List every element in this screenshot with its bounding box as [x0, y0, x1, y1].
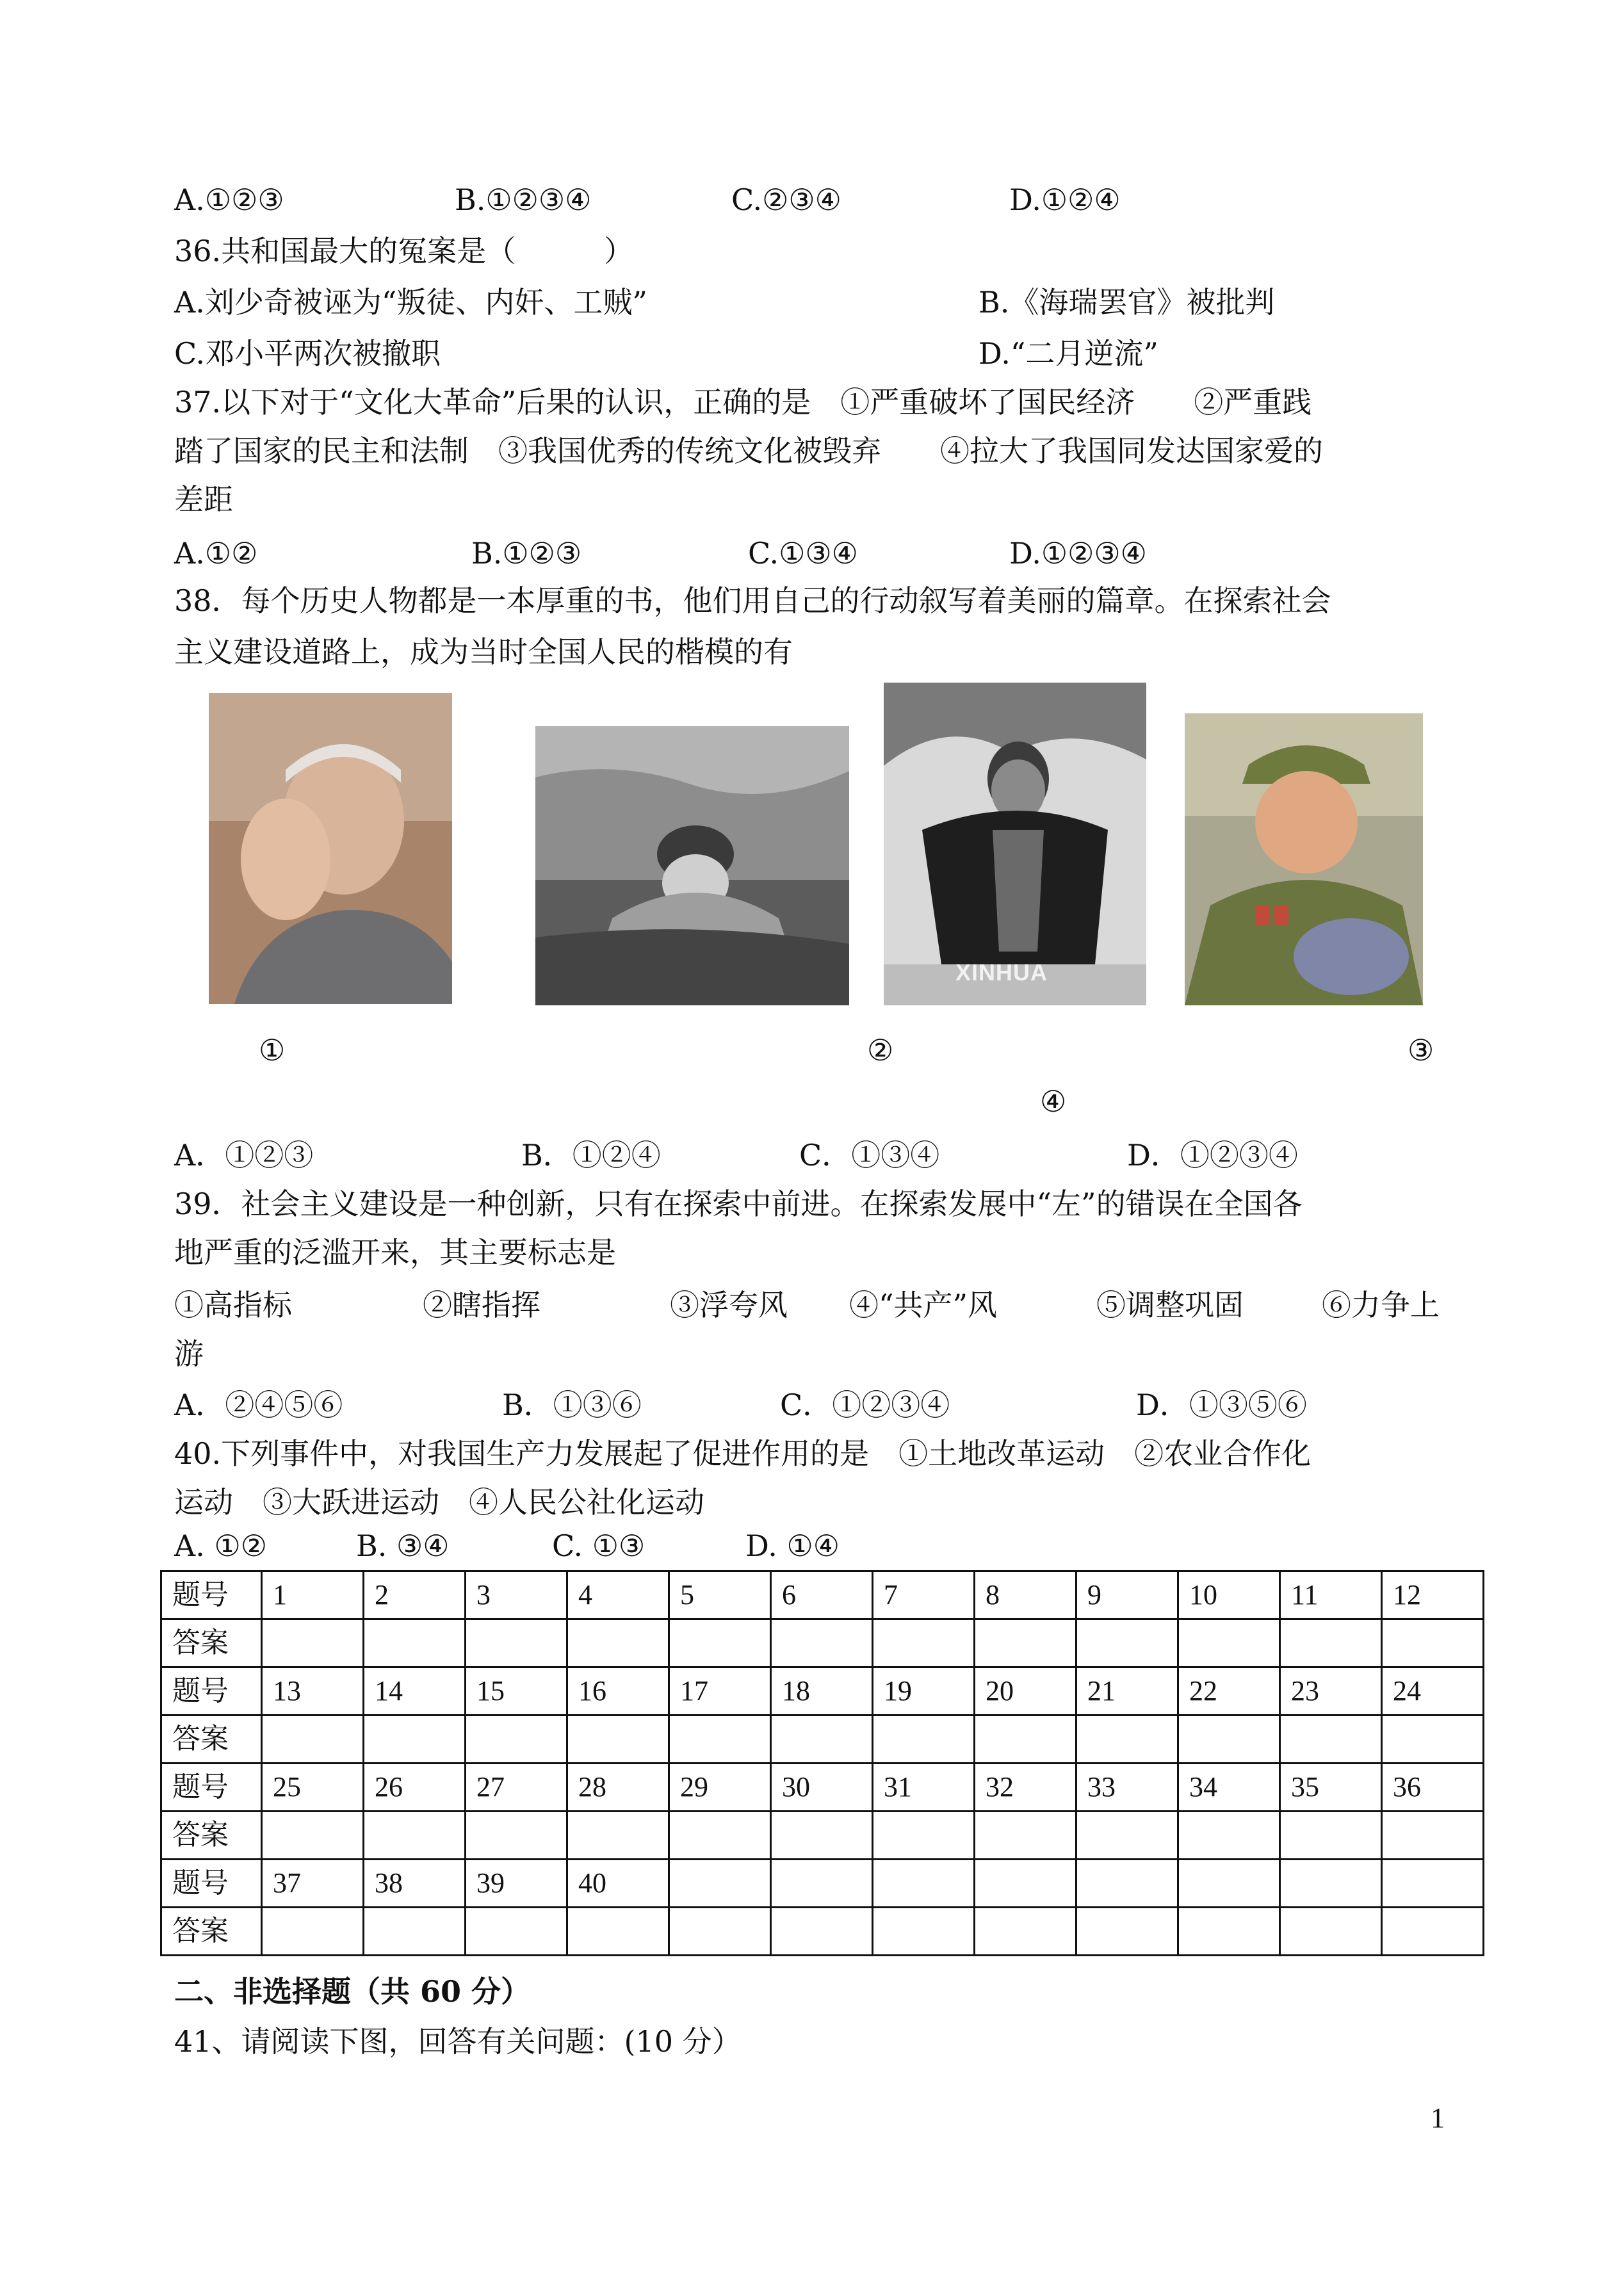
- q39-item-2: ②瞎指挥: [423, 1288, 540, 1322]
- table-row: [161, 1812, 1484, 1860]
- question-number-cell: 38: [364, 1860, 466, 1908]
- answer-header: 答案: [161, 1812, 262, 1860]
- q36-stem: 36.共和国最大的冤案是（ ）: [174, 234, 634, 268]
- answer-cell[interactable]: [1076, 1715, 1178, 1764]
- question-number-cell: 29: [669, 1764, 771, 1812]
- question-number-cell: 32: [975, 1764, 1076, 1812]
- answer-cell[interactable]: [364, 1908, 466, 1956]
- table-row: [161, 1908, 1484, 1956]
- q38-option-b: B．①②④: [521, 1138, 661, 1172]
- q37-option-b: B.①②③: [471, 536, 582, 571]
- photo-smiling-soldier-4: [1185, 713, 1423, 1005]
- answer-cell[interactable]: [1076, 1812, 1178, 1860]
- photo-label-3: ③: [1408, 1033, 1434, 1067]
- answer-cell[interactable]: [1178, 1812, 1280, 1860]
- question-number-cell: 34: [1178, 1764, 1280, 1812]
- question-number-cell: 25: [262, 1764, 364, 1812]
- question-number-cell: 24: [1382, 1667, 1484, 1715]
- question-number-cell: 4: [567, 1571, 669, 1619]
- answer-cell[interactable]: [262, 1908, 364, 1956]
- question-number-cell: [1382, 1860, 1484, 1908]
- q36-option-c: C.邓小平两次被撤职: [174, 336, 441, 371]
- section-2-heading: 二、非选择题（共 60 分）: [174, 1974, 531, 2009]
- question-number-cell: 14: [364, 1667, 466, 1715]
- table-row: [161, 1619, 1484, 1667]
- question-number-cell: 35: [1280, 1764, 1382, 1812]
- question-number-cell: 13: [262, 1667, 364, 1715]
- q39-item-1: ①高指标: [174, 1288, 292, 1322]
- answer-cell[interactable]: [364, 1715, 466, 1764]
- answer-cell[interactable]: [771, 1812, 873, 1860]
- q38-option-d: D．①②③④: [1127, 1138, 1298, 1172]
- answer-cell[interactable]: [567, 1715, 669, 1764]
- question-number-cell: 31: [873, 1764, 975, 1812]
- answer-cell[interactable]: [1382, 1908, 1484, 1956]
- photo-young-man-3: [884, 683, 1146, 1005]
- question-number-header: 题号: [161, 1860, 262, 1908]
- question-number-cell: [1280, 1860, 1382, 1908]
- q35-option-d: D.①②④: [1009, 182, 1121, 217]
- answer-cell[interactable]: [1076, 1908, 1178, 1956]
- answer-cell[interactable]: [771, 1908, 873, 1956]
- q36-option-a: A.刘少奇被诬为“叛徒、内奸、工贼”: [174, 285, 647, 320]
- answer-cell[interactable]: [1076, 1619, 1178, 1667]
- q39-line-2: 地严重的泛滥开来，其主要标志是: [174, 1235, 616, 1270]
- question-number-cell: 6: [771, 1571, 873, 1619]
- question-number-cell: 10: [1178, 1571, 1280, 1619]
- q39-option-d: D．①③⑤⑥: [1136, 1388, 1307, 1422]
- q39-option-c: C．①②③④: [780, 1388, 950, 1422]
- photo-soldier-in-water-2: [535, 726, 849, 1005]
- xinhua-watermark: XINHUA: [955, 959, 1048, 985]
- answer-cell[interactable]: [1178, 1619, 1280, 1667]
- question-number-cell: 23: [1280, 1667, 1382, 1715]
- q40-option-b: B. ③④: [356, 1529, 450, 1563]
- question-number-cell: 36: [1382, 1764, 1484, 1812]
- question-number-cell: 7: [873, 1571, 975, 1619]
- question-number-cell: 1: [262, 1571, 364, 1619]
- table-row: [161, 1667, 1484, 1715]
- q36-option-b: B.《海瑞罢官》被批判: [978, 285, 1275, 320]
- q38-option-c: C．①③④: [799, 1138, 940, 1172]
- q37-option-a: A.①②: [174, 536, 258, 571]
- answer-cell[interactable]: [771, 1619, 873, 1667]
- answer-cell[interactable]: [1382, 1715, 1484, 1764]
- table-row: [161, 1860, 1484, 1908]
- q39-item-3: ③浮夸风: [670, 1288, 788, 1322]
- question-number-cell: 22: [1178, 1667, 1280, 1715]
- answer-cell[interactable]: [262, 1619, 364, 1667]
- q35-option-a: A.①②③: [174, 182, 284, 217]
- q39-item-4: ④“共产”风: [849, 1288, 998, 1322]
- question-number-cell: 17: [669, 1667, 771, 1715]
- question-number-cell: 2: [364, 1571, 466, 1619]
- question-number-cell: 26: [364, 1764, 466, 1812]
- answer-cell[interactable]: [1178, 1715, 1280, 1764]
- page-number: 1: [1431, 2102, 1445, 2134]
- question-number-cell: 39: [466, 1860, 567, 1908]
- q40-line-2: 运动 ③大跃进运动 ④人民公社化运动: [174, 1485, 704, 1520]
- question-number-cell: 27: [466, 1764, 567, 1812]
- q40-line-1: 40.下列事件中，对我国生产力发展起了促进作用的是 ①土地改革运动 ②农业合作化: [174, 1436, 1311, 1471]
- answer-cell[interactable]: [1280, 1908, 1382, 1956]
- question-number-cell: 20: [975, 1667, 1076, 1715]
- answer-cell[interactable]: [669, 1908, 771, 1956]
- question-number-cell: 3: [466, 1571, 567, 1619]
- question-number-cell: 19: [873, 1667, 975, 1715]
- q39-line-1: 39．社会主义建设是一种创新，只有在探索中前进。在探索发展中“左”的错误在全国各: [174, 1187, 1303, 1221]
- question-number-cell: 37: [262, 1860, 364, 1908]
- answer-cell[interactable]: [873, 1908, 975, 1956]
- q40-option-c: C. ①③: [552, 1529, 646, 1563]
- question-number-cell: [975, 1860, 1076, 1908]
- answer-cell[interactable]: [975, 1812, 1076, 1860]
- question-number-cell: [1076, 1860, 1178, 1908]
- q36-option-d: D.“二月逆流”: [978, 336, 1158, 371]
- question-number-cell: 12: [1382, 1571, 1484, 1619]
- question-number-cell: 5: [669, 1571, 771, 1619]
- answer-cell[interactable]: [1178, 1908, 1280, 1956]
- q38-line-1: 38．每个历史人物都是一本厚重的书，他们用自己的行动叙写着美丽的篇章。在探索社会: [174, 583, 1331, 618]
- answer-cell[interactable]: [669, 1715, 771, 1764]
- table-row: [161, 1764, 1484, 1812]
- question-number-cell: 33: [1076, 1764, 1178, 1812]
- answer-table: [160, 1570, 1484, 1956]
- question-number-cell: [873, 1860, 975, 1908]
- question-number-cell: 21: [1076, 1667, 1178, 1715]
- q37-line-1: 37.以下对于“文化大革命”后果的认识，正确的是 ①严重破坏了国民经济 ②严重践: [174, 385, 1312, 419]
- q41-stem: 41、请阅读下图，回答有关问题：(10 分）: [174, 2024, 742, 2059]
- answer-cell[interactable]: [975, 1908, 1076, 1956]
- answer-cell[interactable]: [669, 1812, 771, 1860]
- photo-label-4: ④: [1040, 1084, 1067, 1119]
- question-number-cell: 30: [771, 1764, 873, 1812]
- q39-option-b: B．①③⑥: [502, 1388, 642, 1422]
- question-number-cell: 8: [975, 1571, 1076, 1619]
- q37-option-c: C.①③④: [748, 536, 858, 571]
- q37-line-3: 差距: [174, 482, 233, 517]
- question-number-cell: 16: [567, 1667, 669, 1715]
- answer-cell[interactable]: [873, 1619, 975, 1667]
- answer-cell[interactable]: [364, 1619, 466, 1667]
- table-row: [161, 1571, 1484, 1619]
- q39-item-6: ⑥力争上: [1322, 1288, 1440, 1322]
- answer-cell[interactable]: [1280, 1812, 1382, 1860]
- question-number-header: 题号: [161, 1764, 262, 1812]
- q38-line-2: 主义建设道路上，成为当时全国人民的楷模的有: [174, 635, 793, 669]
- q39-option-a: A．②④⑤⑥: [174, 1388, 343, 1422]
- answer-cell[interactable]: [669, 1619, 771, 1667]
- answer-cell[interactable]: [1280, 1715, 1382, 1764]
- question-number-cell: 18: [771, 1667, 873, 1715]
- question-number-cell: 9: [1076, 1571, 1178, 1619]
- answer-cell[interactable]: [262, 1812, 364, 1860]
- answer-cell[interactable]: [975, 1619, 1076, 1667]
- photo-label-2: ②: [867, 1033, 894, 1067]
- table-row: [161, 1715, 1484, 1764]
- answer-cell[interactable]: [466, 1908, 567, 1956]
- answer-cell[interactable]: [1382, 1812, 1484, 1860]
- answer-cell[interactable]: [466, 1715, 567, 1764]
- answer-cell[interactable]: [873, 1812, 975, 1860]
- answer-cell[interactable]: [873, 1715, 975, 1764]
- question-number-cell: [669, 1860, 771, 1908]
- answer-header: 答案: [161, 1908, 262, 1956]
- q35-option-c: C.②③④: [731, 182, 841, 217]
- q37-line-2: 踏了国家的民主和法制 ③我国优秀的传统文化被毁弃 ④拉大了我国同发达国家爱的: [174, 434, 1323, 468]
- q40-option-d: D. ①④: [745, 1529, 840, 1563]
- photo-portrait-1: [209, 693, 452, 1004]
- question-number-cell: 28: [567, 1764, 669, 1812]
- answer-cell[interactable]: [567, 1619, 669, 1667]
- question-number-header: 题号: [161, 1571, 262, 1619]
- answer-cell[interactable]: [975, 1715, 1076, 1764]
- question-number-header: 题号: [161, 1667, 262, 1715]
- q40-option-a: A. ①②: [174, 1529, 267, 1563]
- question-number-cell: [771, 1860, 873, 1908]
- question-number-cell: [1178, 1860, 1280, 1908]
- photo-label-1: ①: [259, 1033, 286, 1067]
- q38-option-a: A．①②③: [174, 1138, 314, 1172]
- answer-cell[interactable]: [466, 1619, 567, 1667]
- answer-cell[interactable]: [262, 1715, 364, 1764]
- answer-cell[interactable]: [466, 1812, 567, 1860]
- q39-wrap: 游: [174, 1336, 204, 1371]
- q37-option-d: D.①②③④: [1009, 536, 1147, 571]
- q35-option-b: B.①②③④: [455, 182, 592, 217]
- answer-cell[interactable]: [364, 1812, 466, 1860]
- answer-header: 答案: [161, 1715, 262, 1764]
- answer-cell[interactable]: [567, 1908, 669, 1956]
- answer-header: 答案: [161, 1619, 262, 1667]
- answer-cell[interactable]: [771, 1715, 873, 1764]
- question-number-cell: 15: [466, 1667, 567, 1715]
- answer-cell[interactable]: [1382, 1619, 1484, 1667]
- answer-cell[interactable]: [1280, 1619, 1382, 1667]
- q39-item-5: ⑤调整巩固: [1096, 1288, 1244, 1322]
- question-number-cell: 40: [567, 1860, 669, 1908]
- question-number-cell: 11: [1280, 1571, 1382, 1619]
- answer-cell[interactable]: [567, 1812, 669, 1860]
